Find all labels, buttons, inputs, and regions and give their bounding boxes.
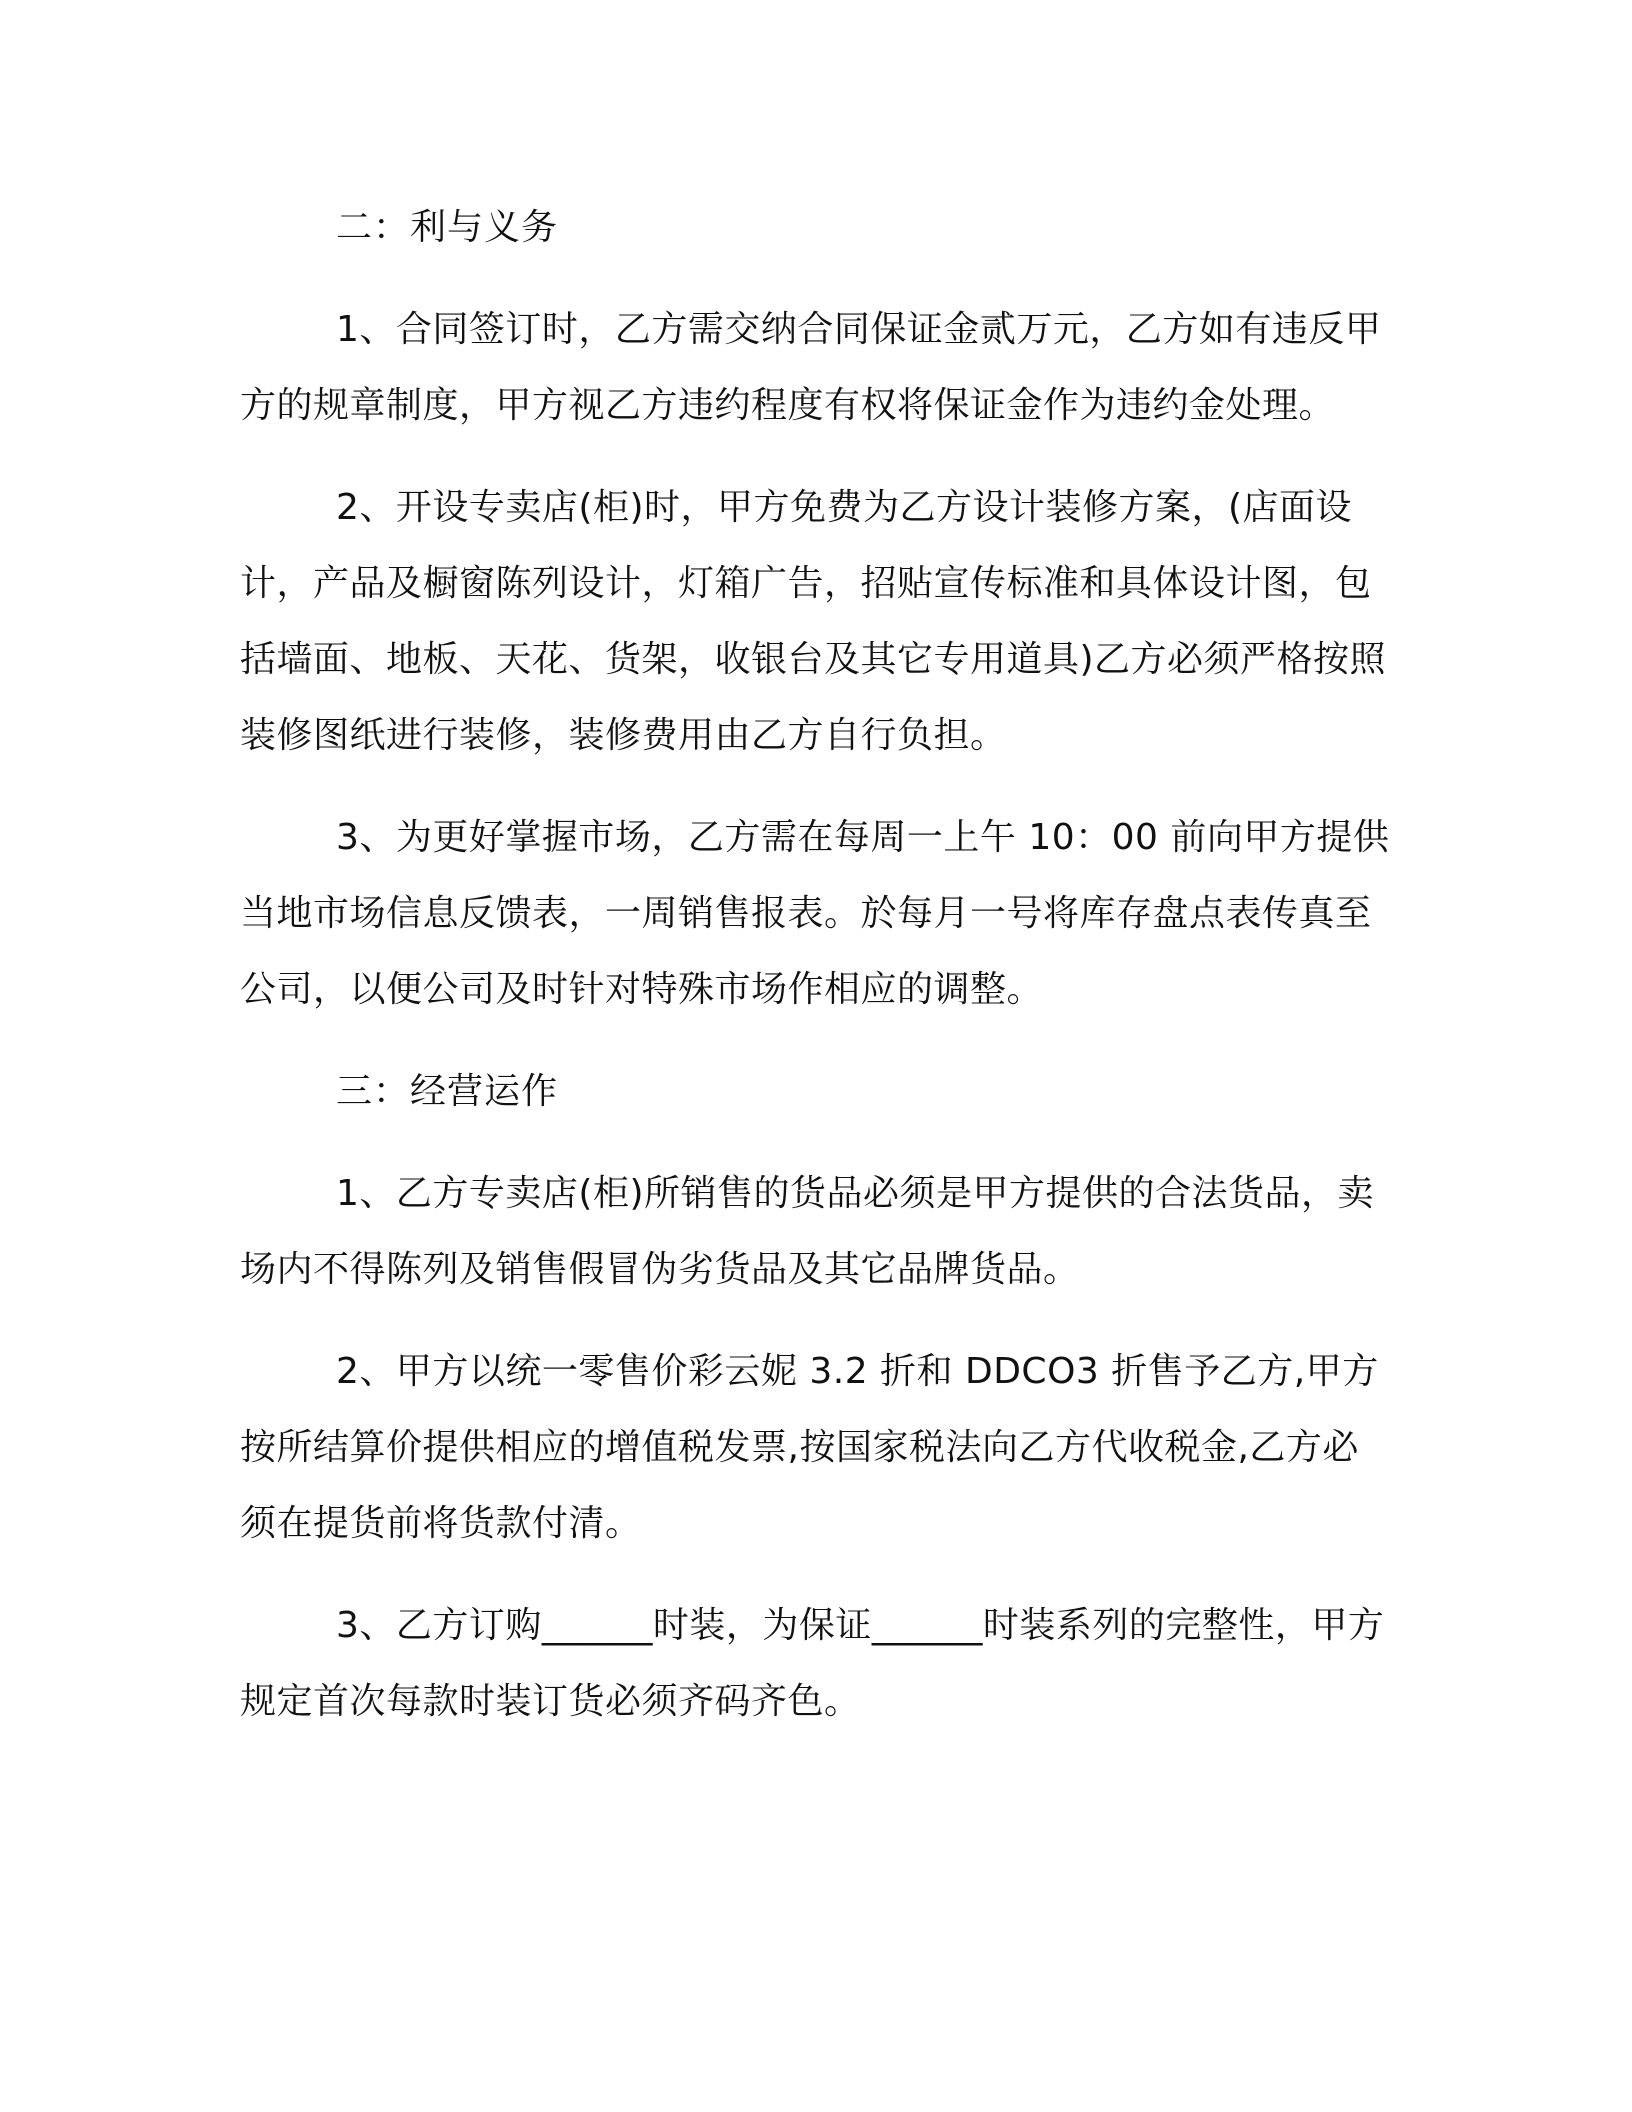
clause-3-1-legal-goods: 1、乙方专卖店(柜)所销售的货品必须是甲方提供的合法货品，卖场内不得陈列及销售假冒伪劣货品及其它品牌货品。 [240, 1173, 1374, 1290]
document-body [240, 190, 1390, 1766]
clause-2-1-deposit: 1、合同签订时，乙方需交纳合同保证金贰万元，乙方如有违反甲方的规章制度，甲方视乙方违约程度有权将保证金作为违约金处理。 [240, 309, 1382, 426]
clause-2-2-store-design: 2、开设专卖店(柜)时，甲方免费为乙方设计装修方案，(店面设计，产品及橱窗陈列设计，灯箱广告，招贴宣传标准和具体设计图，包括墙面、地板、天花、货架，收银台及其它专用道具)乙方必须严格按照装修图纸进行装修，装修费用由乙方自行负担。 [240, 487, 1387, 756]
clause-2-3-market-report: 3、为更好掌握市场，乙方需在每周一上午 10：00 前向甲方提供当地市场信息反馈表，一周销售报表。於每月一号将库存盘点表传真至公司，以便公司及时针对特殊市场作相应的调整。 [240, 817, 1390, 1010]
section-heading-rights-obligations: 二：利与义务 [336, 207, 559, 248]
clause-3-3-ordering: 3、乙方订购______时装，为保证______时装系列的完整性，甲方规定首次每款时装订货必须齐码齐色。 [240, 1605, 1385, 1722]
clause-3-2-pricing-tax: 2、甲方以统一零售价彩云妮 3.2 折和 DDCO3 折售予乙方,甲方按所结算价提供相应的增值税发票,按国家税法向乙方代收税金,乙方必须在提货前将货款付清。 [240, 1351, 1379, 1544]
section-heading-operations: 三：经营运作 [336, 1071, 559, 1112]
